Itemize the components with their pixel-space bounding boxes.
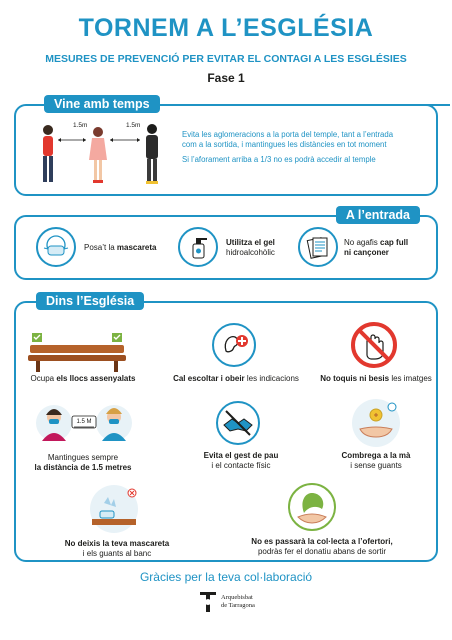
no-touch-label: No toquis ni besis les imatges xyxy=(320,374,432,383)
panel-a-l-entrada xyxy=(14,208,438,280)
handshake-icon xyxy=(216,401,260,445)
no-touch-icon xyxy=(350,321,398,369)
sanitizer-label: Utilitza el gel hidroalcohòlic xyxy=(226,238,275,257)
panel-dins-l-esglesia xyxy=(14,294,438,562)
mask-label: Posa’t la mascareta xyxy=(84,243,157,252)
song-sheet-label: No agafis cap full ni cançoner xyxy=(344,238,409,257)
panel-tag-vine: Vine amb temps xyxy=(44,95,160,113)
archdiocese-logo xyxy=(198,590,218,614)
page-title: TORNEM A L’ESGLÉSIA xyxy=(78,14,374,42)
archdiocese-name: Arquebisbat de Tarragona xyxy=(221,594,255,610)
phase-label: Fase 1 xyxy=(207,71,245,85)
donation-icon xyxy=(288,483,336,531)
page-subtitle: MESURES DE PREVENCIÓ PER EVITAR EL CONTAGI A LES ESGLÉSIES xyxy=(45,53,407,65)
person-3-icon xyxy=(146,124,158,184)
vine-text-line-2: com a la sortida, i mantingues les distàncies en tot moment xyxy=(182,140,387,149)
communion-label: Combrega a la mà i sense guants xyxy=(341,451,411,470)
ear-icon xyxy=(212,323,256,367)
distance-label-1: 1.5m xyxy=(73,122,88,129)
panel-tag-entrada: A l’entrada xyxy=(336,206,420,224)
peace-label: Evita el gest de pau i el contacte físic xyxy=(203,451,279,470)
panel-tag-dins: Dins l’Església xyxy=(36,292,144,310)
communion-hand-icon xyxy=(352,399,400,447)
song-sheet-icon xyxy=(298,227,338,267)
panel-vine-amb-temps xyxy=(14,97,438,196)
mask-icon xyxy=(36,227,76,267)
collection-label: No es passarà la col·lecta a l’ofertori, podràs fer el donatiu abans de sortir xyxy=(251,537,393,556)
distance-label: Mantingues sempre la distància de 1.5 metres xyxy=(34,453,132,472)
mask-gloves-bench-icon xyxy=(90,485,138,533)
seats-label: Ocupa els llocs assenyalats xyxy=(30,374,136,383)
distance-label-2: 1.5m xyxy=(126,122,141,129)
distance-badge: 1.5 M xyxy=(76,419,92,425)
person-2-icon xyxy=(89,127,107,183)
vine-text-line-1: Evita les aglomeracions a la porta del temple, tant a l’entrada xyxy=(182,130,394,139)
listen-label: Cal escoltar i obeir les indicacions xyxy=(173,374,299,383)
hand-sanitizer-icon xyxy=(178,227,218,267)
thanks-message: Gràcies per la teva col·laboració xyxy=(139,570,313,584)
bench-items-label: No deixis la teva mascareta i els guants al banc xyxy=(64,539,170,558)
three-people-distance-illustration xyxy=(34,118,174,190)
bench-icon xyxy=(28,333,128,373)
person-1-icon xyxy=(43,125,53,182)
vine-text-line-3: Si l’aforament arriba a 1/3 no es podrà accedir al temple xyxy=(182,155,376,164)
